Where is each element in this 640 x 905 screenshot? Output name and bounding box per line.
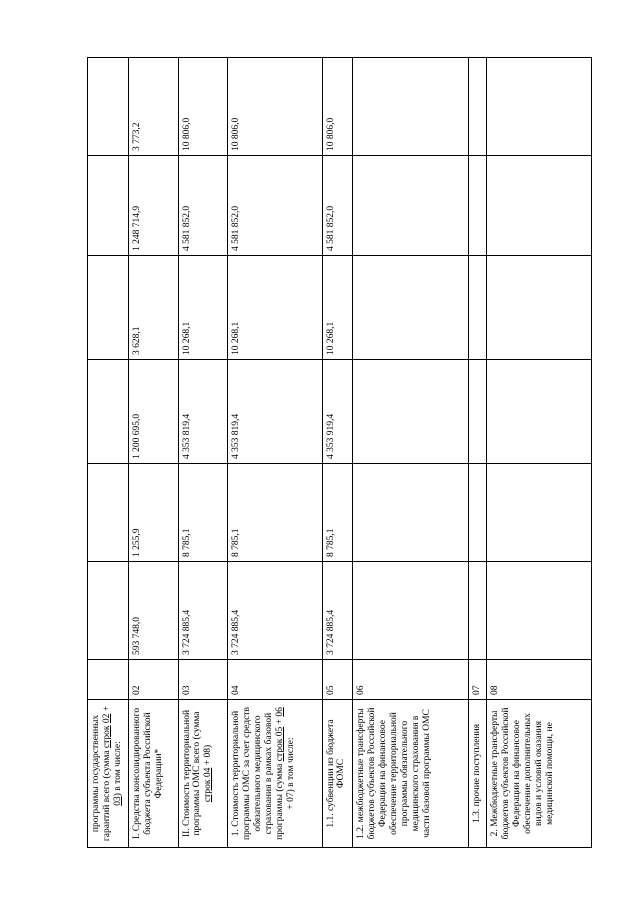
value-cell: 3 628,1	[129, 256, 178, 360]
row-name-text: 2. Межбюджетные трансферты бюджетов субъектов Российской Федерации на финансовое обеспечение дополнительных видов и условий оказания медицинской помощи, не	[490, 707, 555, 840]
value-cell	[468, 360, 486, 464]
value-cell: 10 806,0	[178, 58, 227, 156]
value-cell: 1 255,9	[129, 464, 178, 562]
value-cell	[487, 256, 592, 360]
table-row	[88, 58, 129, 848]
row-name-cell	[88, 700, 129, 848]
row-code-cell: 08	[487, 660, 592, 700]
row-code-cell: 03	[178, 660, 227, 700]
value-cell	[88, 360, 129, 464]
value-cell	[88, 256, 129, 360]
row-name-cell	[227, 700, 322, 848]
value-cell: 4 581 852,0	[178, 156, 227, 256]
row-name-cell	[468, 700, 486, 848]
row-name-text: + 08)	[203, 744, 214, 768]
value-cell: 10 268,1	[227, 256, 322, 360]
value-cell: 10 268,1	[178, 256, 227, 360]
value-cell	[487, 464, 592, 562]
row-name-text: 06	[274, 707, 285, 717]
value-cell	[487, 156, 592, 256]
row-name-text: в том числе:	[285, 737, 296, 790]
value-cell: 8 785,1	[227, 464, 322, 562]
value-cell	[353, 464, 468, 562]
row-code-cell: 05	[322, 660, 353, 700]
table-body	[88, 58, 592, 848]
row-code-cell	[88, 660, 129, 700]
value-cell	[487, 58, 592, 156]
value-cell: 4 353 919,4	[322, 360, 353, 464]
value-cell: 3 773,2	[129, 58, 178, 156]
table-row	[129, 58, 178, 848]
value-cell	[88, 464, 129, 562]
row-name-text: строк 05	[274, 726, 285, 762]
rotated-table-wrapper	[87, 58, 592, 848]
value-cell	[353, 256, 468, 360]
value-cell	[468, 256, 486, 360]
value-cell	[88, 562, 129, 660]
row-name-text: +	[101, 705, 112, 714]
table-row	[322, 58, 353, 848]
value-cell: 1 248 714,9	[129, 156, 178, 256]
row-name-cell	[487, 700, 592, 848]
row-name-text: )	[112, 793, 123, 797]
value-cell	[353, 156, 468, 256]
value-cell: 4 581 852,0	[322, 156, 353, 256]
row-name-text: I. Средства консолидированного бюджета субъекта Российской Федерации*	[132, 707, 164, 840]
value-cell: 10 806,0	[227, 58, 322, 156]
value-cell: 8 785,1	[178, 464, 227, 562]
value-cell: 1 200 695,0	[129, 360, 178, 464]
value-cell: 4 581 852,0	[227, 156, 322, 256]
table-row	[468, 58, 486, 848]
row-name-text: в том числе:	[112, 741, 123, 794]
row-name-text: (сумма	[192, 711, 203, 742]
row-name-text: 1.1. субвенции из бюджета ФОМС	[325, 719, 347, 828]
value-cell: 4 353 819,4	[227, 360, 322, 464]
row-code-cell: 06	[353, 660, 468, 700]
value-cell	[353, 360, 468, 464]
value-cell	[353, 58, 468, 156]
table-row	[227, 58, 322, 848]
value-cell: 8 785,1	[322, 464, 353, 562]
value-cell: 593 748,0	[129, 562, 178, 660]
row-name-text: 02	[101, 713, 112, 724]
value-cell: 3 724 885,4	[227, 562, 322, 660]
value-cell	[353, 562, 468, 660]
row-code-cell: 02	[129, 660, 178, 700]
row-name-cell	[353, 700, 468, 848]
value-cell: 3 724 885,4	[178, 562, 227, 660]
row-name-text: 1.2. межбюджетные трансферты бюджетов субъектов Российской Федерации на финансовое обеспечение территориальной программы обязательного медицинского страхования в части базовой программы ОМС	[356, 707, 432, 840]
row-name-text: 1. Стоимость территориальной программы ОМС за счет средств обязательного медицинского страхования в рамках базовой программы (сумма	[230, 707, 285, 840]
row-name-text: строк 04	[203, 767, 214, 803]
value-cell	[468, 562, 486, 660]
row-name-cell	[322, 700, 353, 848]
financing-table	[87, 57, 592, 848]
row-name-cell	[129, 700, 178, 848]
table-row	[178, 58, 227, 848]
value-cell	[468, 464, 486, 562]
row-code-cell: 07	[468, 660, 486, 700]
value-cell: 10 268,1	[322, 256, 353, 360]
table-row	[353, 58, 468, 848]
value-cell	[487, 360, 592, 464]
row-name-cell	[178, 700, 227, 848]
table-row	[487, 58, 592, 848]
row-name-text: строк	[101, 725, 112, 749]
value-cell	[468, 156, 486, 256]
value-cell: 4 353 819,4	[178, 360, 227, 464]
value-cell	[88, 58, 129, 156]
row-name-text: 1.3. прочие поступления	[471, 723, 482, 824]
row-name-text: +	[274, 716, 285, 727]
row-name-text: программы государственных гарантий всего (сумма	[91, 714, 112, 842]
value-cell: 10 806,0	[322, 58, 353, 156]
row-name-text: II. Стоимость территориальной программы ОМС всего	[181, 709, 203, 838]
row-name-text: 03	[112, 796, 123, 806]
value-cell	[487, 562, 592, 660]
value-cell	[468, 58, 486, 156]
row-name-text: + 07)	[285, 789, 296, 810]
value-cell: 3 724 885,4	[322, 562, 353, 660]
value-cell	[88, 156, 129, 256]
row-code-cell: 04	[227, 660, 322, 700]
